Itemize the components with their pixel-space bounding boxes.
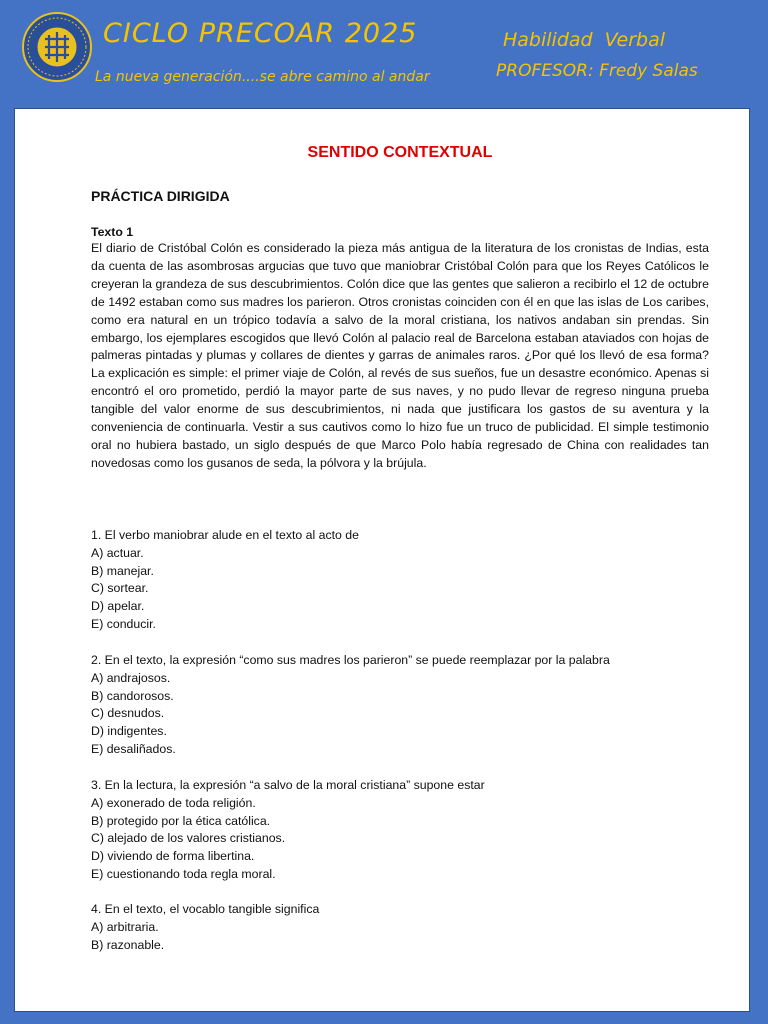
reading-passage: El diario de Cristóbal Colón es considerado la pieza más antigua de la literatura de los cronistas de Indias, esta da cuenta de las asombrosas argucias que tuvo que maniobrar Cristóbal Colón para que los Reyes Católicos le creyeran la grandeza de sus descubrimientos. Colón dice que las gentes que salieron a recibirlo el 12 de octubre de 1492 estaban como sus madres los parieron. Otros cronistas coinciden con él en que las islas de Los caribes, como era natural en un trópico todavía a salvo de la moral cristiana, los nativos andaban sin prendas. Sin embargo, los ejemplares escogidos que llevó Colón al palacio real de Barcelona estaban ataviados con hojas de palmeras pintadas y plumas y collares de dientes y garras de animales raros. ¿Por qué los llevó de esa forma? La explicación es simple: el primer viaje de Colón, al revés de sus sueños, fue un desastre económico. Apenas si encontró el oro prometido, perdió la mayor parte de sus naves, y no pudo llevar de regreso ninguna prueba tangible del valor enorme de sus descubrimientos, ni nada que justificara los gastos de su aventura y la conveniencia de continuarla. Vestir a sus cautivos como lo hizo fue un truco de publicidad. El simple testimonio oral no hubiera bastado, un siglo después de que Marco Polo había regresado de China con realidades tan novedosas como los gusanos de seda, la pólvora y la brújula. (91, 241, 709, 470)
answer-option: E) conducir. (91, 616, 156, 631)
question-4 (91, 901, 709, 954)
brand-slogan: La nueva generación....se abre camino al andar (95, 69, 430, 85)
question-stem: 2. En el texto, la expresión “como sus madres los parieron” se puede reemplazar por la palabra (91, 653, 610, 667)
section-title: PRÁCTICA DIRIGIDA (91, 188, 230, 204)
answer-option: A) exonerado de toda religión. (91, 795, 256, 810)
answer-option: C) sortear. (91, 581, 149, 596)
answer-option: D) apelar. (91, 599, 145, 614)
answer-option: A) arbitraria. (91, 919, 159, 934)
answer-option: E) cuestionando toda regla moral. (91, 866, 276, 881)
answer-option: A) andrajosos. (91, 670, 171, 685)
question-stem: 3. En la lectura, la expresión “a salvo de la moral cristiana” supone estar (91, 778, 485, 792)
answer-option: C) desnudos. (91, 706, 165, 721)
precoar-logo-icon (22, 12, 92, 82)
answer-option: B) manejar. (91, 563, 154, 578)
answer-option: D) viviendo de forma libertina. (91, 849, 255, 864)
answer-option: B) candorosos. (91, 688, 174, 703)
subject-label: Habilidad Verbal (503, 29, 665, 51)
document-title: SENTIDO CONTEXTUAL (307, 144, 493, 161)
answer-option: E) desaliñados. (91, 741, 176, 756)
answer-option: C) alejado de los valores cristianos. (91, 831, 286, 846)
header-banner (0, 0, 768, 105)
teacher-label: PROFESOR: Fredy Salas (496, 61, 698, 81)
question-2 (91, 652, 709, 759)
text-label: Texto 1 (91, 225, 134, 239)
question-stem: 4. En el texto, el vocablo tangible significa (91, 902, 320, 916)
document-page (14, 108, 750, 1012)
question-stem: 1. El verbo maniobrar alude en el texto al acto de (91, 528, 359, 542)
question-3 (91, 777, 709, 884)
answer-option: B) razonable. (91, 937, 165, 952)
answer-option: A) actuar. (91, 545, 144, 560)
answer-option: B) protegido por la ética católica. (91, 813, 271, 828)
question-1 (91, 527, 709, 634)
brand-title: CICLO PRECOAR 2025 (103, 18, 418, 49)
answer-option: D) indigentes. (91, 724, 167, 739)
